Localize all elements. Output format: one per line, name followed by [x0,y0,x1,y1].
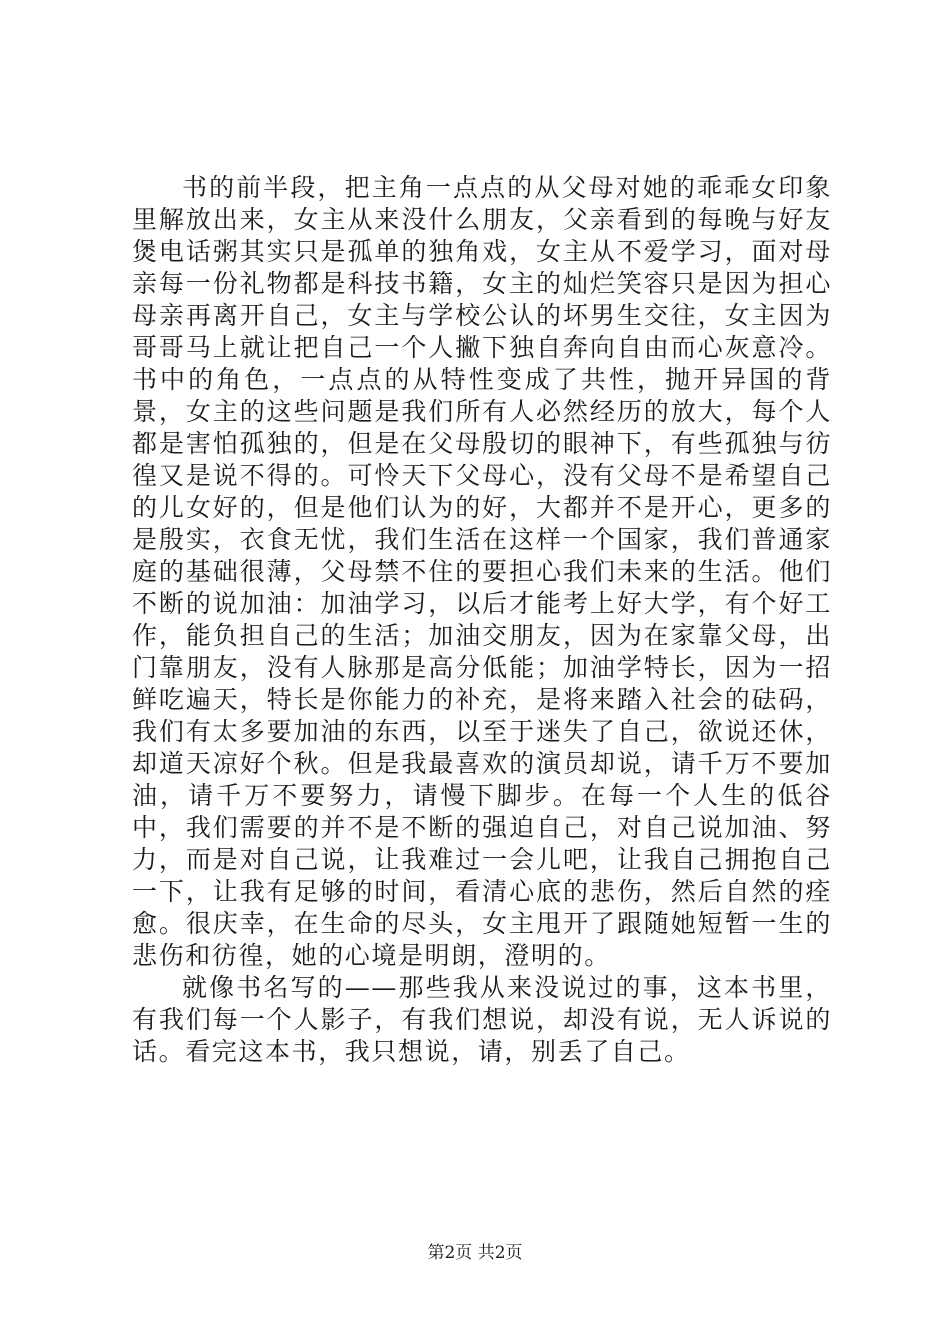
page-number-footer: 第2页 共2页 [427,1243,523,1263]
paragraph-1: 书的前半段，把主角一点点的从父母对她的乖乖女印象里解放出来，女主从来没什么朋友，父亲看到的每晚与好友煲电话粥其实只是孤单的独角戏，女主从不爱学习，面对母亲每一份礼物都是科技书籍，女主的灿烂笑容只是因为担心母亲再离开自己，女主与学校公认的坏男生交往，女主因为哥哥马上就让把自己一个人撇下独自奔向自由而心灰意冷。书中的角色，一点点的从特性变成了共性，抛开异国的背景，女主的这些问题是我们所有人必然经历的放大，每个人都是害怕孤独的，但是在父母殷切的眼神下，有些孤独与彷徨又是说不得的。可怜天下父母心，没有父母不是希望自己的儿女好的，但是他们认为的好，大都并不是开心，更多的是殷实，衣食无忧，我们生活在这样一个国家，我们普通家庭的基础很薄，父母禁不住的要担心我们未来的生活。他们不断的说加油：加油学习，以后才能考上好大学，有个好工作，能负担自己的生活；加油交朋友，因为在家靠父母，出门靠朋友，没有人脉那是高分低能；加油学特长，因为一招鲜吃遍天，特长是你能力的补充，是将来踏入社会的砝码，我们有太多要加油的东西，以至于迷失了自己，欲说还休，却道天凉好个秋。但是我最喜欢的演员却说，请千万不要加油，请千万不要努力，请慢下脚步。在每一个人生的低谷中，我们需要的并不是不断的强迫自己，对自己说加油、努力，而是对自己说，让我难过一会儿吧，让我自己拥抱自己一下，让我有足够的时间，看清心底的悲伤，然后自然的痊愈。很庆幸，在生命的尽头，女主甩开了跟随她短暂一生的悲伤和彷徨，她的心境是明朗，澄明的。 [132,173,832,970]
body-text [132,172,832,1068]
paragraph-2: 就像书名写的——那些我从来没说过的事，这本书里，有我们每一个人影子，有我们想说，却没有说，无人诉说的话。看完这本书，我只想说，请，别丢了自己。 [132,973,832,1066]
